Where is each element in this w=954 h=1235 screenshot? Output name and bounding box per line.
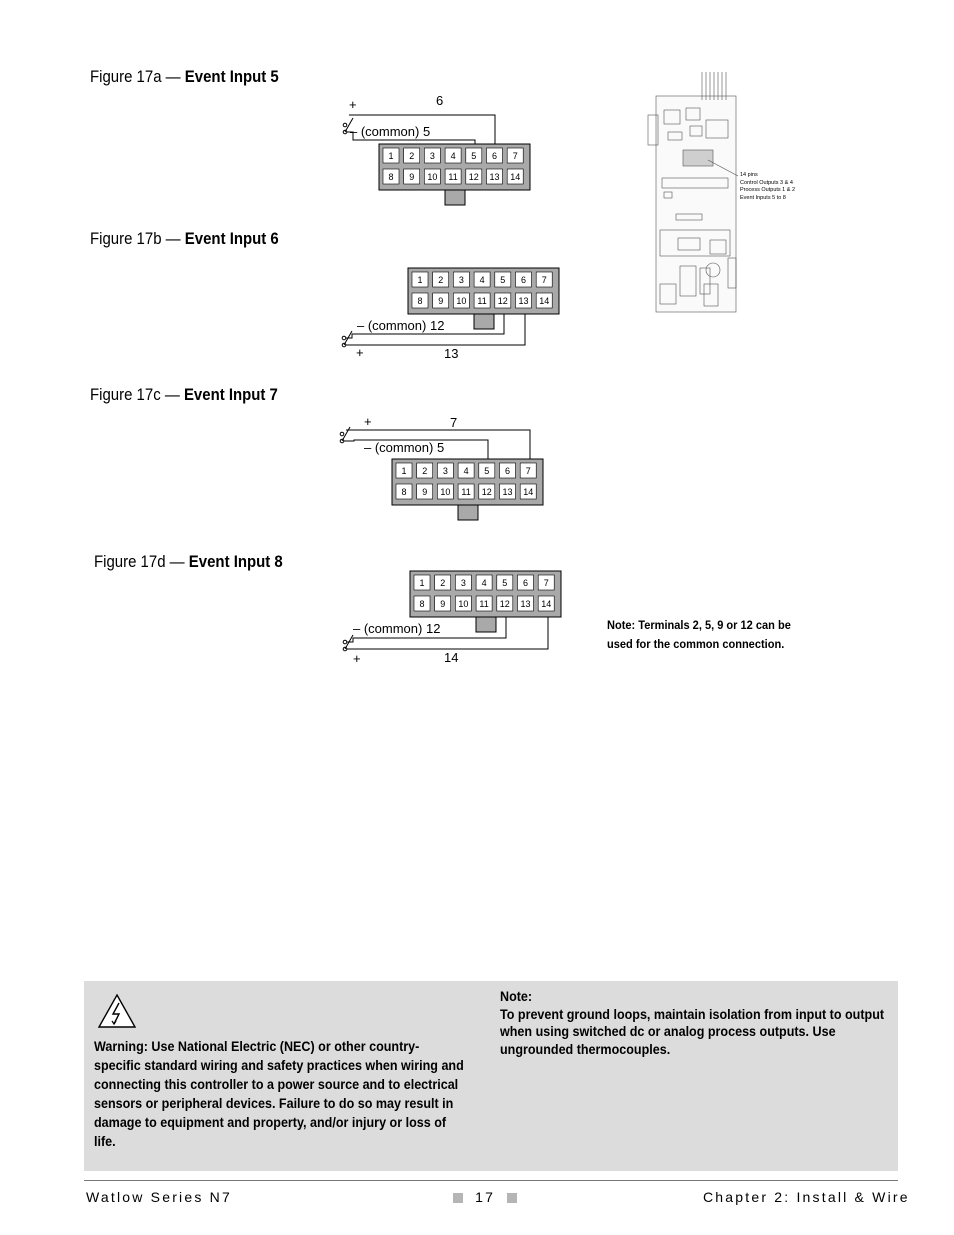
connector-latch — [476, 617, 496, 632]
pin-number: 2 — [422, 466, 428, 476]
pin-number: 1 — [419, 578, 425, 588]
pin-number: 12 — [468, 172, 479, 182]
terminal-label: 7 — [450, 415, 458, 430]
common-label: – (common) 12 — [357, 318, 445, 333]
pin-number: 9 — [440, 599, 446, 609]
diagram-17b — [342, 268, 559, 361]
board-callout-line: Control Outputs 3 & 4 — [740, 180, 793, 186]
pin-number: 4 — [463, 466, 469, 476]
pin-number: 1 — [417, 275, 423, 285]
pin-number: 14 — [510, 172, 521, 182]
diagram-17d — [343, 571, 561, 666]
pin-number: 1 — [401, 466, 407, 476]
connector-block — [392, 459, 543, 520]
warning-text: Warning: Use National Electric (NEC) or other country-specific standard wiring and safety practices when wiring and connecting this controller to a power source and to electrical sensors or peripheral devices. Failure to do so may result in damage to equipment and property, and/or injury or loss of life. — [94, 1039, 464, 1149]
pin-number: 3 — [442, 466, 448, 476]
pin-number: 12 — [499, 599, 510, 609]
pin-number: 6 — [491, 151, 498, 161]
pin-number: 14 — [523, 487, 534, 497]
electrical-hazard-icon — [97, 993, 137, 1029]
pin-number: 13 — [502, 487, 513, 497]
footer-divider — [84, 1180, 898, 1181]
pin-number: 11 — [479, 599, 489, 609]
pin-number: 5 — [471, 151, 477, 161]
terminal-label: 6 — [436, 93, 444, 108]
figure-17d-title: Figure 17d — Event Input 8 — [94, 552, 283, 571]
footer-chapter: Chapter 2: Install & Wire — [703, 1189, 910, 1205]
pin-number: 4 — [481, 578, 487, 588]
pin-number: 7 — [525, 466, 531, 476]
pin-number: 5 — [484, 466, 490, 476]
pin-number: 1 — [388, 151, 394, 161]
pin-number: 7 — [541, 275, 547, 285]
connector-block — [379, 144, 530, 205]
page-number: 17 — [475, 1189, 496, 1205]
pin-number: 6 — [520, 275, 527, 285]
pin-number: 2 — [440, 578, 446, 588]
pin-number: 2 — [438, 275, 444, 285]
pin-number: 14 — [539, 296, 550, 306]
plus-label: + — [349, 97, 357, 112]
pin-number: 2 — [409, 151, 415, 161]
pin-number: 11 — [477, 296, 487, 306]
pin-number: 11 — [461, 487, 471, 497]
square-bullet-icon — [507, 1193, 517, 1203]
pin-number: 6 — [522, 578, 529, 588]
connector-latch — [474, 314, 494, 329]
pin-number: 7 — [543, 578, 549, 588]
square-bullet-icon — [453, 1193, 463, 1203]
plus-label: + — [356, 345, 364, 360]
figure-17a-title: Figure 17a — Event Input 5 — [90, 67, 279, 86]
note-text: To prevent ground loops, maintain isolation from input to output when using switched dc or analog process outputs. Use ungrounded thermocouples. — [500, 1006, 885, 1057]
plus-label: + — [353, 651, 361, 666]
pin-number: 5 — [500, 275, 506, 285]
common-label: – (common) 5 — [364, 440, 445, 455]
pin-number: 10 — [456, 296, 467, 306]
diagram-17c — [340, 414, 543, 520]
switch-icon — [340, 427, 350, 443]
common-connection-note: Note: Terminals 2, 5, 9 or 12 can be used for the common connection. — [607, 618, 791, 651]
figure-17c-title: Figure 17c — Event Input 7 — [90, 385, 278, 404]
pin-number: 9 — [409, 172, 415, 182]
terminal-label: 14 — [444, 650, 459, 665]
plus-label: + — [364, 414, 372, 429]
pin-number: 5 — [502, 578, 508, 588]
pin-number: 9 — [422, 487, 428, 497]
pin-number: 14 — [541, 599, 552, 609]
pin-number: 7 — [512, 151, 518, 161]
footer-product: Watlow Series N7 — [86, 1189, 232, 1205]
terminal-label: 13 — [444, 346, 459, 361]
board-callout-line: Event Inputs 5 to 8 — [740, 195, 786, 201]
board-callout-line: Process Outputs 1 & 2 — [740, 187, 796, 193]
pin-number: 12 — [497, 296, 508, 306]
pin-number: 3 — [460, 578, 466, 588]
common-label: – (common) 5 — [350, 124, 431, 139]
pin-number: 11 — [448, 172, 458, 182]
pin-number: 10 — [458, 599, 469, 609]
pin-number: 9 — [438, 296, 444, 306]
diagram-17a — [343, 93, 530, 205]
pin-number: 10 — [440, 487, 451, 497]
footer-page-number — [453, 1189, 517, 1205]
note-heading: Note: — [500, 989, 533, 1004]
pin-number: 13 — [518, 296, 529, 306]
pin-number: 13 — [489, 172, 500, 182]
pin-number: 4 — [479, 275, 485, 285]
pin-number: 10 — [427, 172, 438, 182]
board-callout-line: 14 pins — [740, 172, 758, 178]
pin-number: 6 — [504, 466, 511, 476]
pin-number: 8 — [401, 487, 407, 497]
circuit-board-illustration — [648, 72, 795, 312]
switch-icon — [342, 331, 352, 347]
common-label: – (common) 12 — [353, 621, 441, 636]
pin-number: 8 — [419, 599, 425, 609]
pin-number: 8 — [388, 172, 394, 182]
pin-number: 12 — [481, 487, 492, 497]
connector-latch — [445, 190, 465, 205]
pin-number: 8 — [417, 296, 423, 306]
connector-latch — [458, 505, 478, 520]
figure-17b-title: Figure 17b — Event Input 6 — [90, 229, 279, 248]
switch-icon — [343, 635, 353, 651]
pin-number: 3 — [429, 151, 435, 161]
warning-box — [84, 981, 898, 1171]
pin-number: 4 — [450, 151, 456, 161]
pin-number: 13 — [520, 599, 531, 609]
pin-number: 3 — [458, 275, 464, 285]
ground-loop-note — [500, 988, 891, 1058]
